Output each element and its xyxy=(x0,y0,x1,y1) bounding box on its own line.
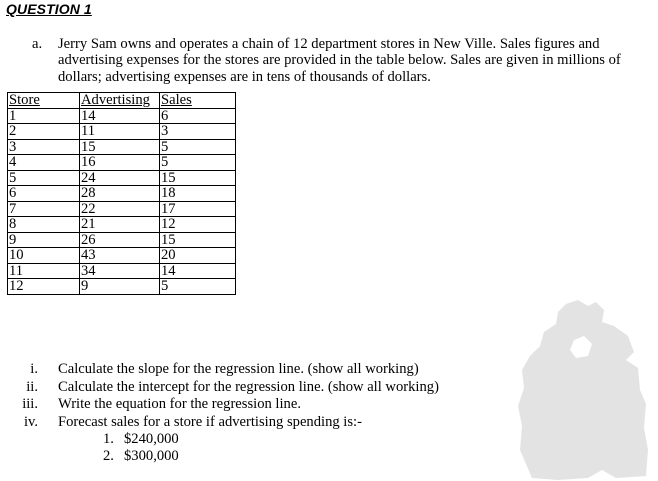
cell-store: 5 xyxy=(8,170,80,186)
cell-sales: 14 xyxy=(160,263,236,279)
table-row xyxy=(8,279,236,295)
cell-sales: 5 xyxy=(160,279,236,295)
cell-sales: 17 xyxy=(160,201,236,217)
table-row xyxy=(8,108,236,124)
question-number: ii. xyxy=(26,378,38,395)
cell-store: 8 xyxy=(8,217,80,233)
cell-advertising: 28 xyxy=(80,186,160,202)
forecast-options xyxy=(103,431,179,465)
table-row xyxy=(8,170,236,186)
sales-table xyxy=(7,92,236,295)
question-number: iii. xyxy=(22,396,38,413)
cell-store: 7 xyxy=(8,201,80,217)
cell-store: 10 xyxy=(8,248,80,264)
cell-sales: 6 xyxy=(160,108,236,124)
cell-store: 4 xyxy=(8,155,80,171)
cell-store: 9 xyxy=(8,232,80,248)
column-header-advertising: Advertising xyxy=(80,93,160,109)
cell-advertising: 24 xyxy=(80,170,160,186)
watermark-shape xyxy=(518,300,648,480)
table-row xyxy=(8,155,236,171)
table-body xyxy=(8,108,236,294)
intro-marker: a. xyxy=(32,36,43,52)
intro-text: Jerry Sam owns and operates a chain of 12 department stores in New Ville. Sales figures and advertising expenses for the stores are provided in the table below. Sales are given in millions of dollars; advertising expenses are in tens of thousands of dollars. xyxy=(58,36,621,85)
cell-advertising: 15 xyxy=(80,139,160,155)
cell-sales: 15 xyxy=(160,232,236,248)
cell-advertising: 43 xyxy=(80,248,160,264)
question-text: Forecast sales for a store if advertising spending is:- xyxy=(58,413,362,430)
watermark-graphic xyxy=(518,300,650,480)
column-header-sales: Sales xyxy=(160,93,236,109)
cell-sales: 20 xyxy=(160,248,236,264)
forecast-option-value: $240,000 xyxy=(124,431,179,447)
cell-advertising: 9 xyxy=(80,279,160,295)
forecast-option-value: $300,000 xyxy=(124,448,179,464)
forecast-option xyxy=(103,431,179,448)
forecast-option-number: 2. xyxy=(103,448,114,464)
cell-advertising: 11 xyxy=(80,124,160,140)
table-row xyxy=(8,217,236,233)
cell-store: 6 xyxy=(8,186,80,202)
cell-sales: 12 xyxy=(160,217,236,233)
table-row xyxy=(8,186,236,202)
table-row xyxy=(8,248,236,264)
forecast-option xyxy=(103,448,179,465)
cell-advertising: 26 xyxy=(80,232,160,248)
question-heading: QUESTION 1 xyxy=(6,1,92,17)
cell-sales: 5 xyxy=(160,155,236,171)
table-row xyxy=(8,124,236,140)
question-text: Write the equation for the regression line. xyxy=(58,396,301,413)
cell-store: 12 xyxy=(8,279,80,295)
cell-store: 2 xyxy=(8,124,80,140)
cell-advertising: 34 xyxy=(80,263,160,279)
cell-sales: 5 xyxy=(160,139,236,155)
question-text: Calculate the slope for the regression line. (show all working) xyxy=(58,361,419,377)
cell-advertising: 14 xyxy=(80,108,160,124)
cell-sales: 15 xyxy=(160,170,236,186)
question-intro xyxy=(32,36,642,85)
cell-sales: 3 xyxy=(160,124,236,140)
cell-store: 3 xyxy=(8,139,80,155)
cell-advertising: 22 xyxy=(80,201,160,217)
cell-store: 11 xyxy=(8,263,80,279)
cell-advertising: 16 xyxy=(80,155,160,171)
table-header-row xyxy=(8,93,236,109)
question-number: i. xyxy=(30,361,38,377)
table-row xyxy=(8,263,236,279)
cell-advertising: 21 xyxy=(80,217,160,233)
cell-store: 1 xyxy=(8,108,80,124)
table-row xyxy=(8,232,236,248)
forecast-option-number: 1. xyxy=(103,431,114,447)
table-row xyxy=(8,139,236,155)
table-row xyxy=(8,201,236,217)
question-text: Calculate the intercept for the regression line. (show all working) xyxy=(58,378,439,395)
cell-sales: 18 xyxy=(160,186,236,202)
column-header-store: Store xyxy=(8,93,80,109)
question-number: iv. xyxy=(23,413,38,430)
